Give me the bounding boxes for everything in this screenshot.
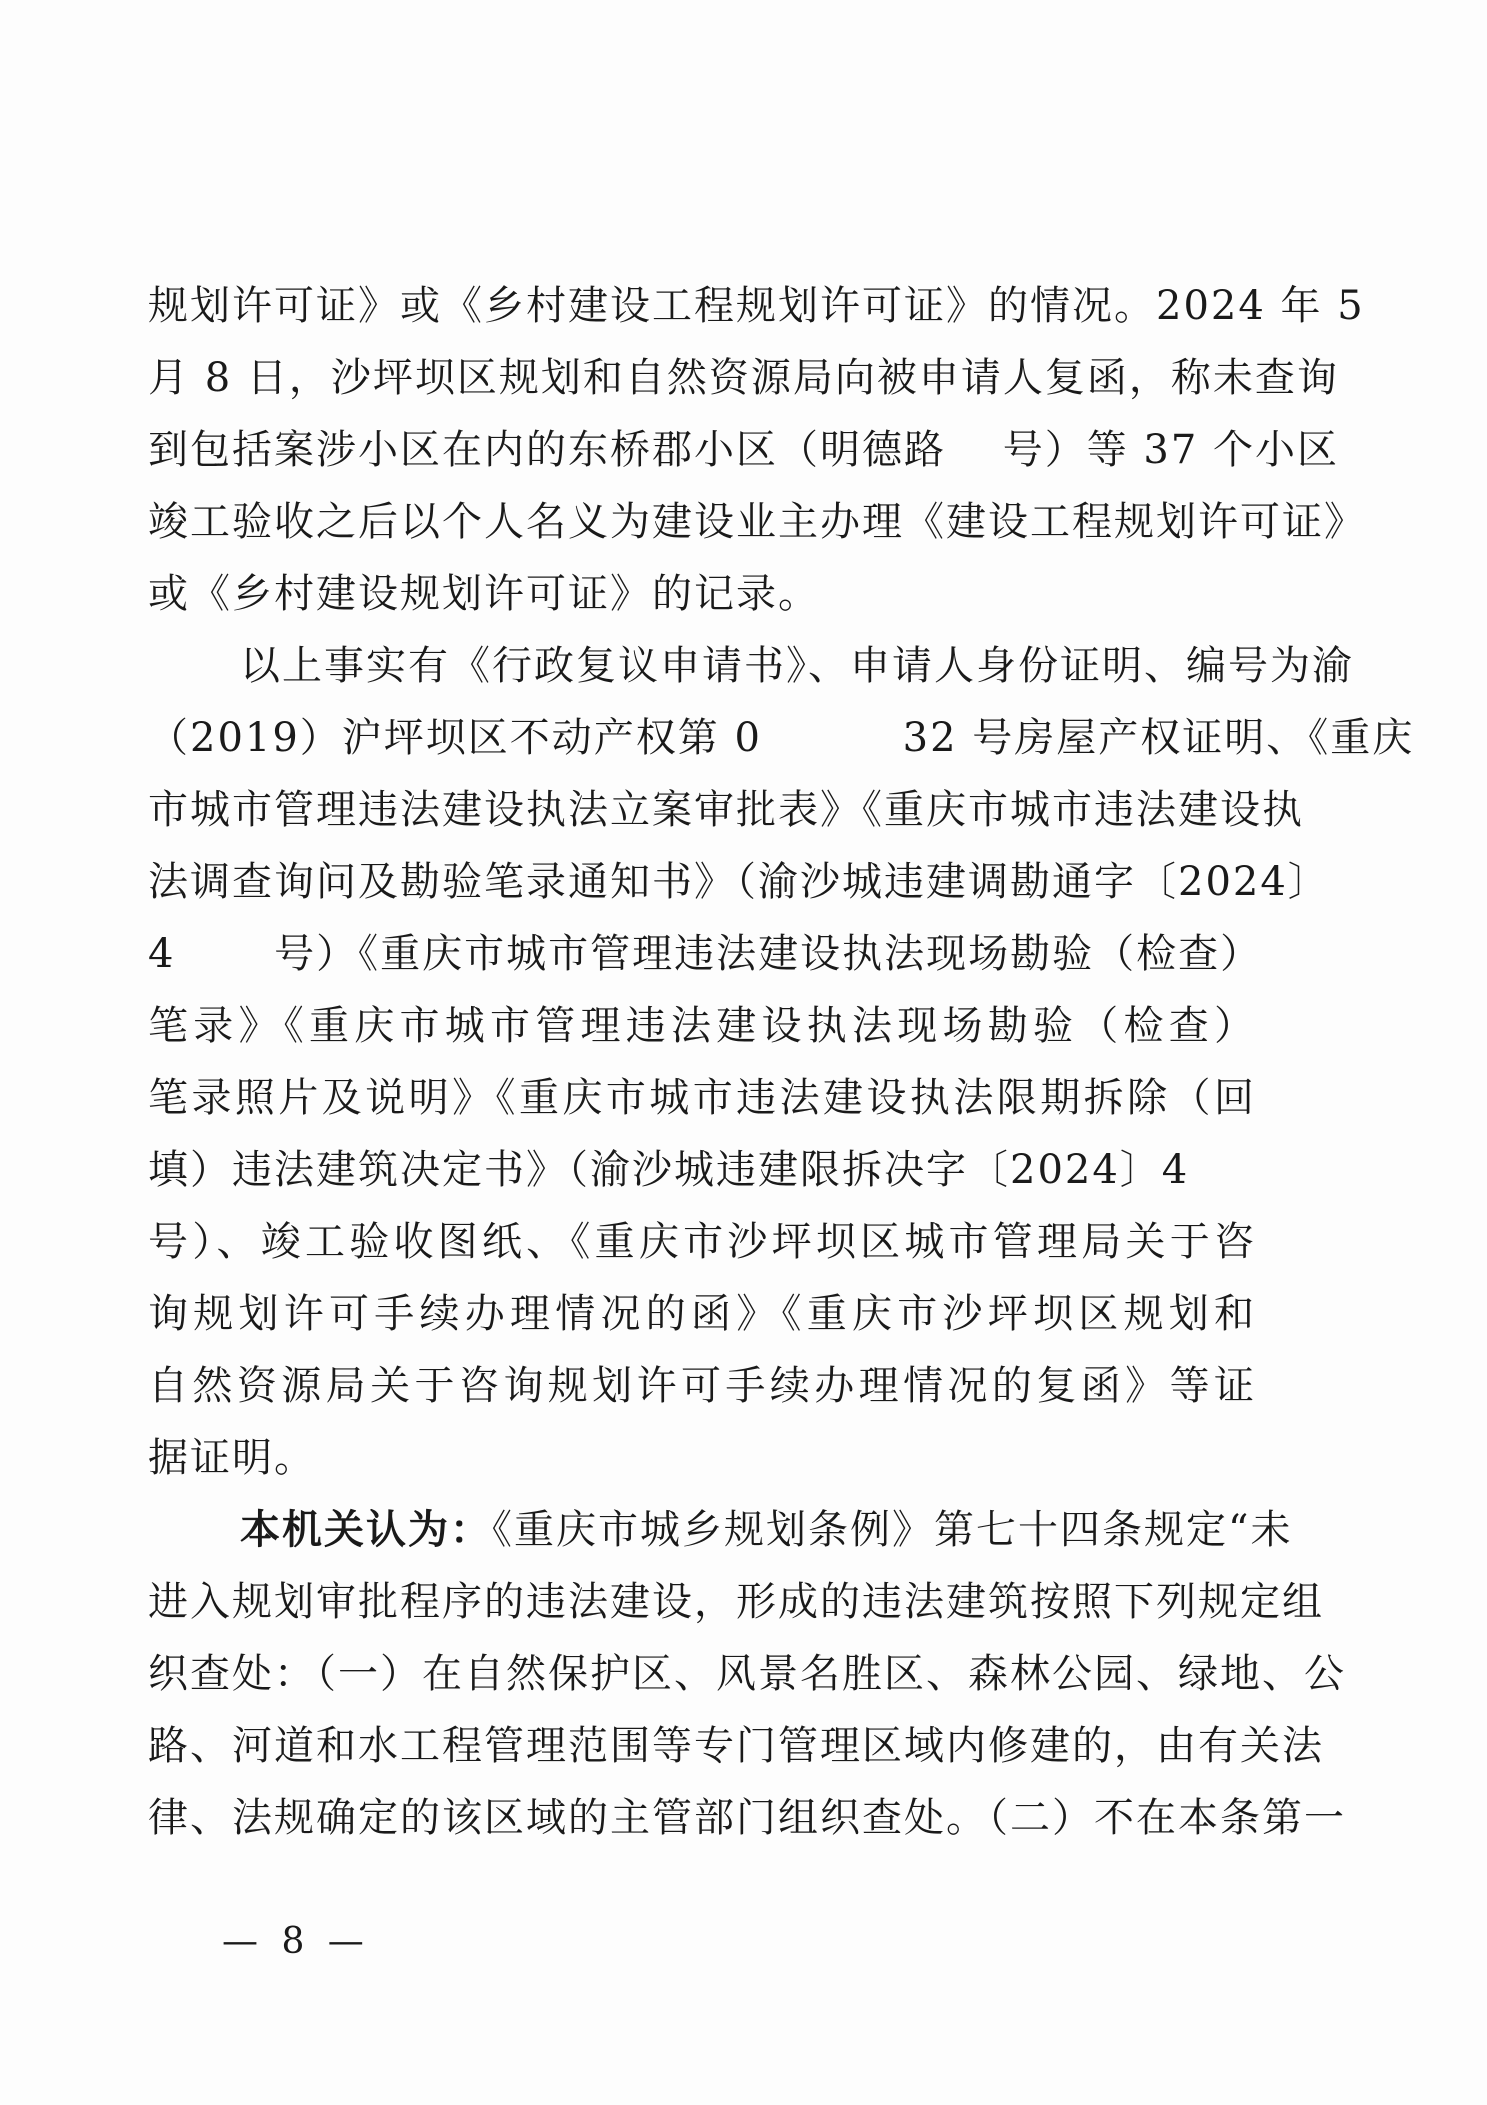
paragraph-line: 以上事实有《行政复议申请书》、申请人身份证明、编号为渝	[240, 643, 1354, 689]
paragraph-line: 询规划许可手续办理情况的函》《重庆市沙坪坝区规划和	[148, 1291, 1256, 1337]
bold-lead-text: 本机关认为：	[240, 1507, 492, 1553]
paragraph-line: 4 号）《重庆市城市管理违法建设执法现场勘验（检查）	[148, 931, 1263, 977]
paragraph-line: 据证明。	[148, 1435, 316, 1481]
paragraph-line: 律、法规确定的该区域的主管部门组织查处。（二）不在本条第一	[148, 1795, 1346, 1841]
paragraph-line: 月 8 日，沙坪坝区规划和自然资源局向被申请人复函，称未查询	[148, 355, 1339, 401]
paragraph-line: 自然资源局关于咨询规划许可手续办理情况的复函》等证	[148, 1363, 1256, 1409]
paragraph-line: 路、河道和水工程管理范围等专门管理区域内修建的，由有关法	[148, 1723, 1324, 1769]
paragraph-line: 法调查询问及勘验笔录通知书》（渝沙城违建调勘通字〔2024〕	[148, 859, 1330, 905]
paragraph-line: 市城市管理违法建设执法立案审批表》《重庆市城市违法建设执	[148, 787, 1304, 833]
paragraph-line: 笔录》《重庆市城市管理违法建设执法现场勘验（检查）	[148, 1003, 1256, 1049]
paragraph-line: 号）、竣工验收图纸、《重庆市沙坪坝区城市管理局关于咨	[148, 1219, 1256, 1265]
paragraph-line: 填）违法建筑决定书》（渝沙城违建限拆决字〔2024〕4	[148, 1147, 1274, 1193]
document-body	[148, 270, 1415, 1854]
paragraph-line: 竣工验收之后以个人名义为建设业主办理《建设工程规划许可证》	[148, 499, 1366, 545]
paragraph-line: 规划许可证》或《乡村建设工程规划许可证》的情况。2024 年 5	[148, 283, 1365, 329]
paragraph-line: 到包括案涉小区在内的东桥郡小区（明德路 号）等 37 个小区	[148, 427, 1340, 473]
paragraph-line: 或《乡村建设规划许可证》的记录。	[148, 571, 820, 617]
paragraph-line: （2019）沪坪坝区不动产权第 0 32 号房屋产权证明、《重庆	[148, 715, 1415, 761]
paragraph-line: 笔录照片及说明》《重庆市城市违法建设执法限期拆除（回	[148, 1075, 1256, 1121]
page-number: — 8 —	[222, 1921, 370, 1962]
paragraph-line-rest: 《重庆市城乡规划条例》第七十四条规定“未	[492, 1507, 1293, 1553]
paragraph-line-with-lead	[148, 1494, 1293, 1566]
paragraph-line: 织查处：（一）在自然保护区、风景名胜区、森林公园、绿地、公	[148, 1651, 1346, 1697]
paragraph-line: 进入规划审批程序的违法建设，形成的违法建筑按照下列规定组	[148, 1579, 1324, 1625]
